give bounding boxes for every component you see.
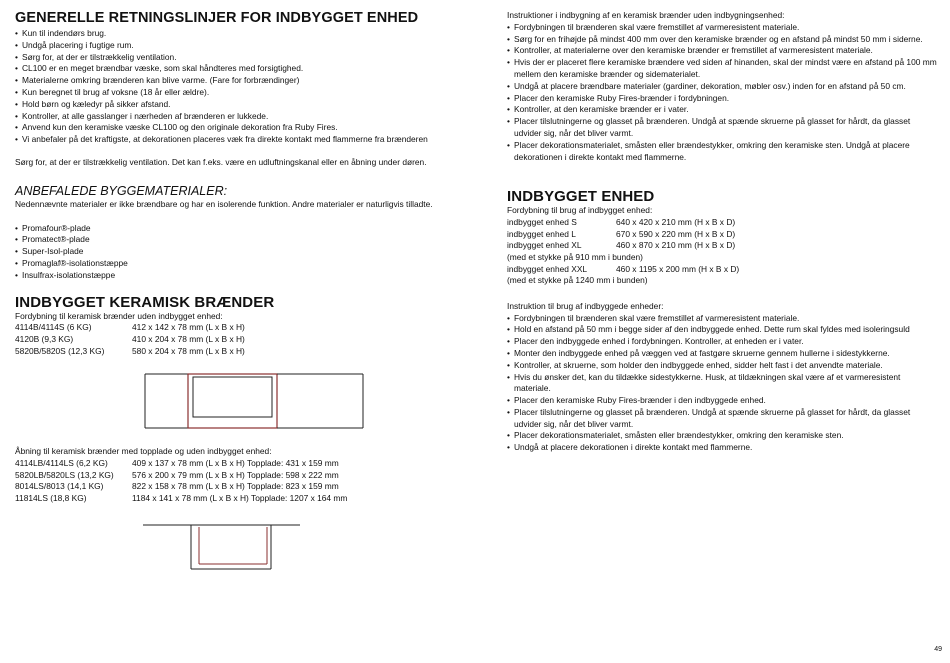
- list-item: • Promatect®-plade: [15, 234, 470, 246]
- list-item: • Placer tilslutningerne og glasset på brænderen. Undgå at spænde skruerne på glasset for hårdt, da glasset udvider sig, når det bliver varmt.: [507, 407, 937, 431]
- unit-subtitle: Fordybning til brug af indbygget enhed:: [507, 205, 653, 216]
- note-cell: (med et stykke på 1240 mm i bunden): [507, 275, 648, 286]
- unit-dimensions-table: [507, 217, 739, 287]
- table-row: [507, 264, 739, 276]
- list-item: • Sørg for en frihøjde på mindst 400 mm over den keramiske brænder og en afstand på mindst 50 mm i siderne.: [507, 34, 937, 46]
- list-item: • Undgå placering i fugtige rum.: [15, 40, 470, 52]
- model-cell: 4114B/4114S (6 KG): [15, 322, 92, 333]
- dims-cell: 670 x 590 x 220 mm (H x B x D): [616, 228, 736, 239]
- table-row: [15, 481, 347, 493]
- table-row: [15, 346, 245, 358]
- list-item: • Kontroller, at alle gasslanger i nærheden af brænderen er lukkede.: [15, 111, 470, 123]
- table-row: [507, 217, 739, 229]
- list-item: • Placer den keramiske Ruby Fires-brænder i fordybningen.: [507, 93, 937, 105]
- table-row: [15, 470, 347, 482]
- list-item: • Sørg for, at der er tilstrækkelig ventilation.: [15, 52, 470, 64]
- table-row: [15, 334, 245, 346]
- materials-list: [15, 223, 470, 282]
- dims-cell: 460 x 1195 x 200 mm (H x B x D): [616, 263, 740, 274]
- built-in-unit-heading: INDBYGGET ENHED: [507, 188, 655, 206]
- list-item: • CL100 er en meget brændbar væske, som skal håndteres med forsigtighed.: [15, 63, 470, 75]
- list-item: • Hold børn og kæledyr på sikker afstand.: [15, 99, 470, 111]
- list-item: • Fordybningen til brænderen skal være fremstillet af varmeresistent materiale.: [507, 22, 937, 34]
- table-row: [507, 275, 739, 287]
- dims-cell: 640 x 420 x 210 mm (H x B x D): [616, 217, 736, 228]
- ceramic-subtitle: Fordybning til keramisk brænder uden indbygget enhed:: [15, 310, 223, 321]
- list-item: • Materialerne omkring brænderen kan blive varme. (Fare for forbrændinger): [15, 75, 470, 87]
- dims-cell: 409 x 137 x 78 mm (L x B x H) Topplade: 431 x 159 mm: [132, 457, 339, 468]
- recess-diagram: [144, 373, 364, 429]
- topplate-diagram: [143, 517, 303, 573]
- table-row: [507, 252, 739, 264]
- model-cell: 8014LS/8013 (14,1 KG): [15, 481, 104, 492]
- table-row: [15, 322, 245, 334]
- dims-cell: 412 x 142 x 78 mm (L x B x H): [132, 322, 245, 333]
- model-cell: indbygget enhed L: [507, 228, 576, 239]
- list-item: • Undgå at placere dekorationen i direkte kontakt med flammerne.: [507, 442, 937, 454]
- list-item: • Placer dekorationsmaterialet, småsten eller brændestykker, omkring den keramiske sten.: [507, 430, 937, 442]
- dims-cell: 580 x 204 x 78 mm (L x B x H): [132, 345, 245, 356]
- model-cell: 4114LB/4114LS (6,2 KG): [15, 457, 108, 468]
- topplate-dimensions-table: [15, 458, 347, 504]
- install-instructions-list: [507, 22, 937, 164]
- list-item: • Hvis der er placeret flere keramiske brændere ved siden af hinanden, skal der mindst være en afstand på 100 mm mellem den keramiske brænder og sidematerialet.: [507, 57, 937, 81]
- materials-heading: ANBEFALEDE BYGGEMATERIALER:: [15, 183, 228, 198]
- install-instructions-title: Instruktioner i indbygning af en keramisk brænder uden indbygningsenhed:: [507, 10, 785, 20]
- model-cell: indbygget enhed XL: [507, 240, 582, 251]
- list-item: • Placer den indbyggede enhed i fordybningen. Kontroller, at enheden er i vater.: [507, 336, 937, 348]
- table-row: [15, 458, 347, 470]
- ventilation-note: Sørg for, at der er tilstrækkelig ventilation. Det kan f.eks. være en udluftningskanal eller en åbning under døren.: [15, 156, 427, 167]
- materials-intro: Nedennævnte materialer er ikke brændbare og har en isolerende funktion. Andre materialer er naturligvis tilladte.: [15, 198, 433, 209]
- table-row: [15, 493, 347, 505]
- page-number: 49: [934, 646, 942, 653]
- list-item: • Monter den indbyggede enhed på væggen ved at fastgøre skruerne gennem hullerne i sidestykkerne.: [507, 348, 937, 360]
- model-cell: 5820LB/5820LS (13,2 KG): [15, 469, 114, 480]
- dims-cell: 1184 x 141 x 78 mm (L x B x H) Topplade: 1207 x 164 mm: [132, 492, 348, 503]
- list-item: • Hvis du ønsker det, kan du tildække sidestykkerne. Husk, at tildækningen skal være af et varmeresistent materiale.: [507, 372, 937, 396]
- list-item: • Promaglaf®-isolationstæppe: [15, 258, 470, 270]
- ceramic-topplate-subtitle: Åbning til keramisk brænder med topplade og uden indbygget enhed:: [15, 446, 272, 457]
- dims-cell: 576 x 200 x 79 mm (L x B x H) Topplade: 598 x 222 mm: [132, 469, 339, 480]
- general-guidelines-list: [15, 28, 470, 146]
- model-cell: indbygget enhed S: [507, 217, 577, 228]
- list-item: • Kontroller, at den keramiske brænder er i vater.: [507, 104, 937, 116]
- list-item: • Promafour®-plade: [15, 223, 470, 235]
- list-item: • Insulfrax-isolationstæppe: [15, 270, 470, 282]
- list-item: • Kontroller, at skruerne, som holder den indbyggede enhed, sidder helt fast i det anvendte materiale.: [507, 360, 937, 372]
- list-item: • Placer dekorationsmaterialet, småsten eller brændestykker, omkring den keramiske sten. Undgå at placere dekorationen i direkte kontakt med flammerne.: [507, 140, 937, 164]
- table-row: [507, 229, 739, 241]
- note-cell: (med et stykke på 910 mm i bunden): [507, 251, 643, 262]
- model-cell: 4120B (9,3 KG): [15, 333, 74, 344]
- list-item: • Fordybningen til brænderen skal være fremstillet af varmeresistent materiale.: [507, 313, 937, 325]
- list-item: • Undgå at placere brændbare materialer (gardiner, dekoration, møbler osv.) inden for en afstand på 50 cm.: [507, 81, 937, 93]
- left-column: [15, 10, 470, 573]
- general-guidelines-heading: GENERELLE RETNINGSLINJER FOR INDBYGGET ENHED: [15, 10, 419, 26]
- model-cell: indbygget enhed XXL: [507, 263, 588, 274]
- list-item: • Placer tilslutningerne og glasset på brænderen. Undgå at spænde skruerne på glasset for hårdt, da glasset udvider sig, når det bliver varmt.: [507, 116, 937, 140]
- list-item: • Kun til indendørs brug.: [15, 28, 470, 40]
- usage-instructions-title: Instruktion til brug af indbyggede enheder:: [507, 300, 664, 311]
- list-item: • Anvend kun den keramiske væske CL100 og den originale dekoration fra Ruby Fires.: [15, 122, 470, 134]
- list-item: • Placer den keramiske Ruby Fires-brænder i den indbyggede enhed.: [507, 395, 937, 407]
- table-row: [507, 240, 739, 252]
- ceramic-dimensions-table: [15, 322, 245, 357]
- usage-instructions-list: [507, 313, 937, 455]
- list-item: • Vi anbefaler på det kraftigste, at dekorationen placeres væk fra direkte kontakt med flammerne fra brænderen: [15, 134, 470, 146]
- dims-cell: 822 x 158 x 78 mm (L x B x H) Topplade: 823 x 159 mm: [132, 481, 339, 492]
- list-item: • Hold en afstand på 50 mm i begge sider af den indbyggede enhed. Dette rum skal fyldes med isoleringsuld: [507, 324, 937, 336]
- list-item: • Kontroller, at materialerne over den keramiske brænder er fremstillet af varmeresistent materiale.: [507, 45, 937, 57]
- model-cell: 5820B/5820S (12,3 KG): [15, 345, 105, 356]
- dims-cell: 410 x 204 x 78 mm (L x B x H): [132, 333, 245, 344]
- model-cell: 11814LS (18,8 KG): [15, 492, 87, 503]
- dims-cell: 460 x 870 x 210 mm (H x B x D): [616, 240, 736, 251]
- ceramic-burner-heading: INDBYGGET KERAMISK BRÆNDER: [15, 293, 275, 311]
- list-item: • Kun beregnet til brug af voksne (18 år eller ældre).: [15, 87, 470, 99]
- right-column: [507, 10, 937, 454]
- list-item: • Super-Isol-plade: [15, 246, 470, 258]
